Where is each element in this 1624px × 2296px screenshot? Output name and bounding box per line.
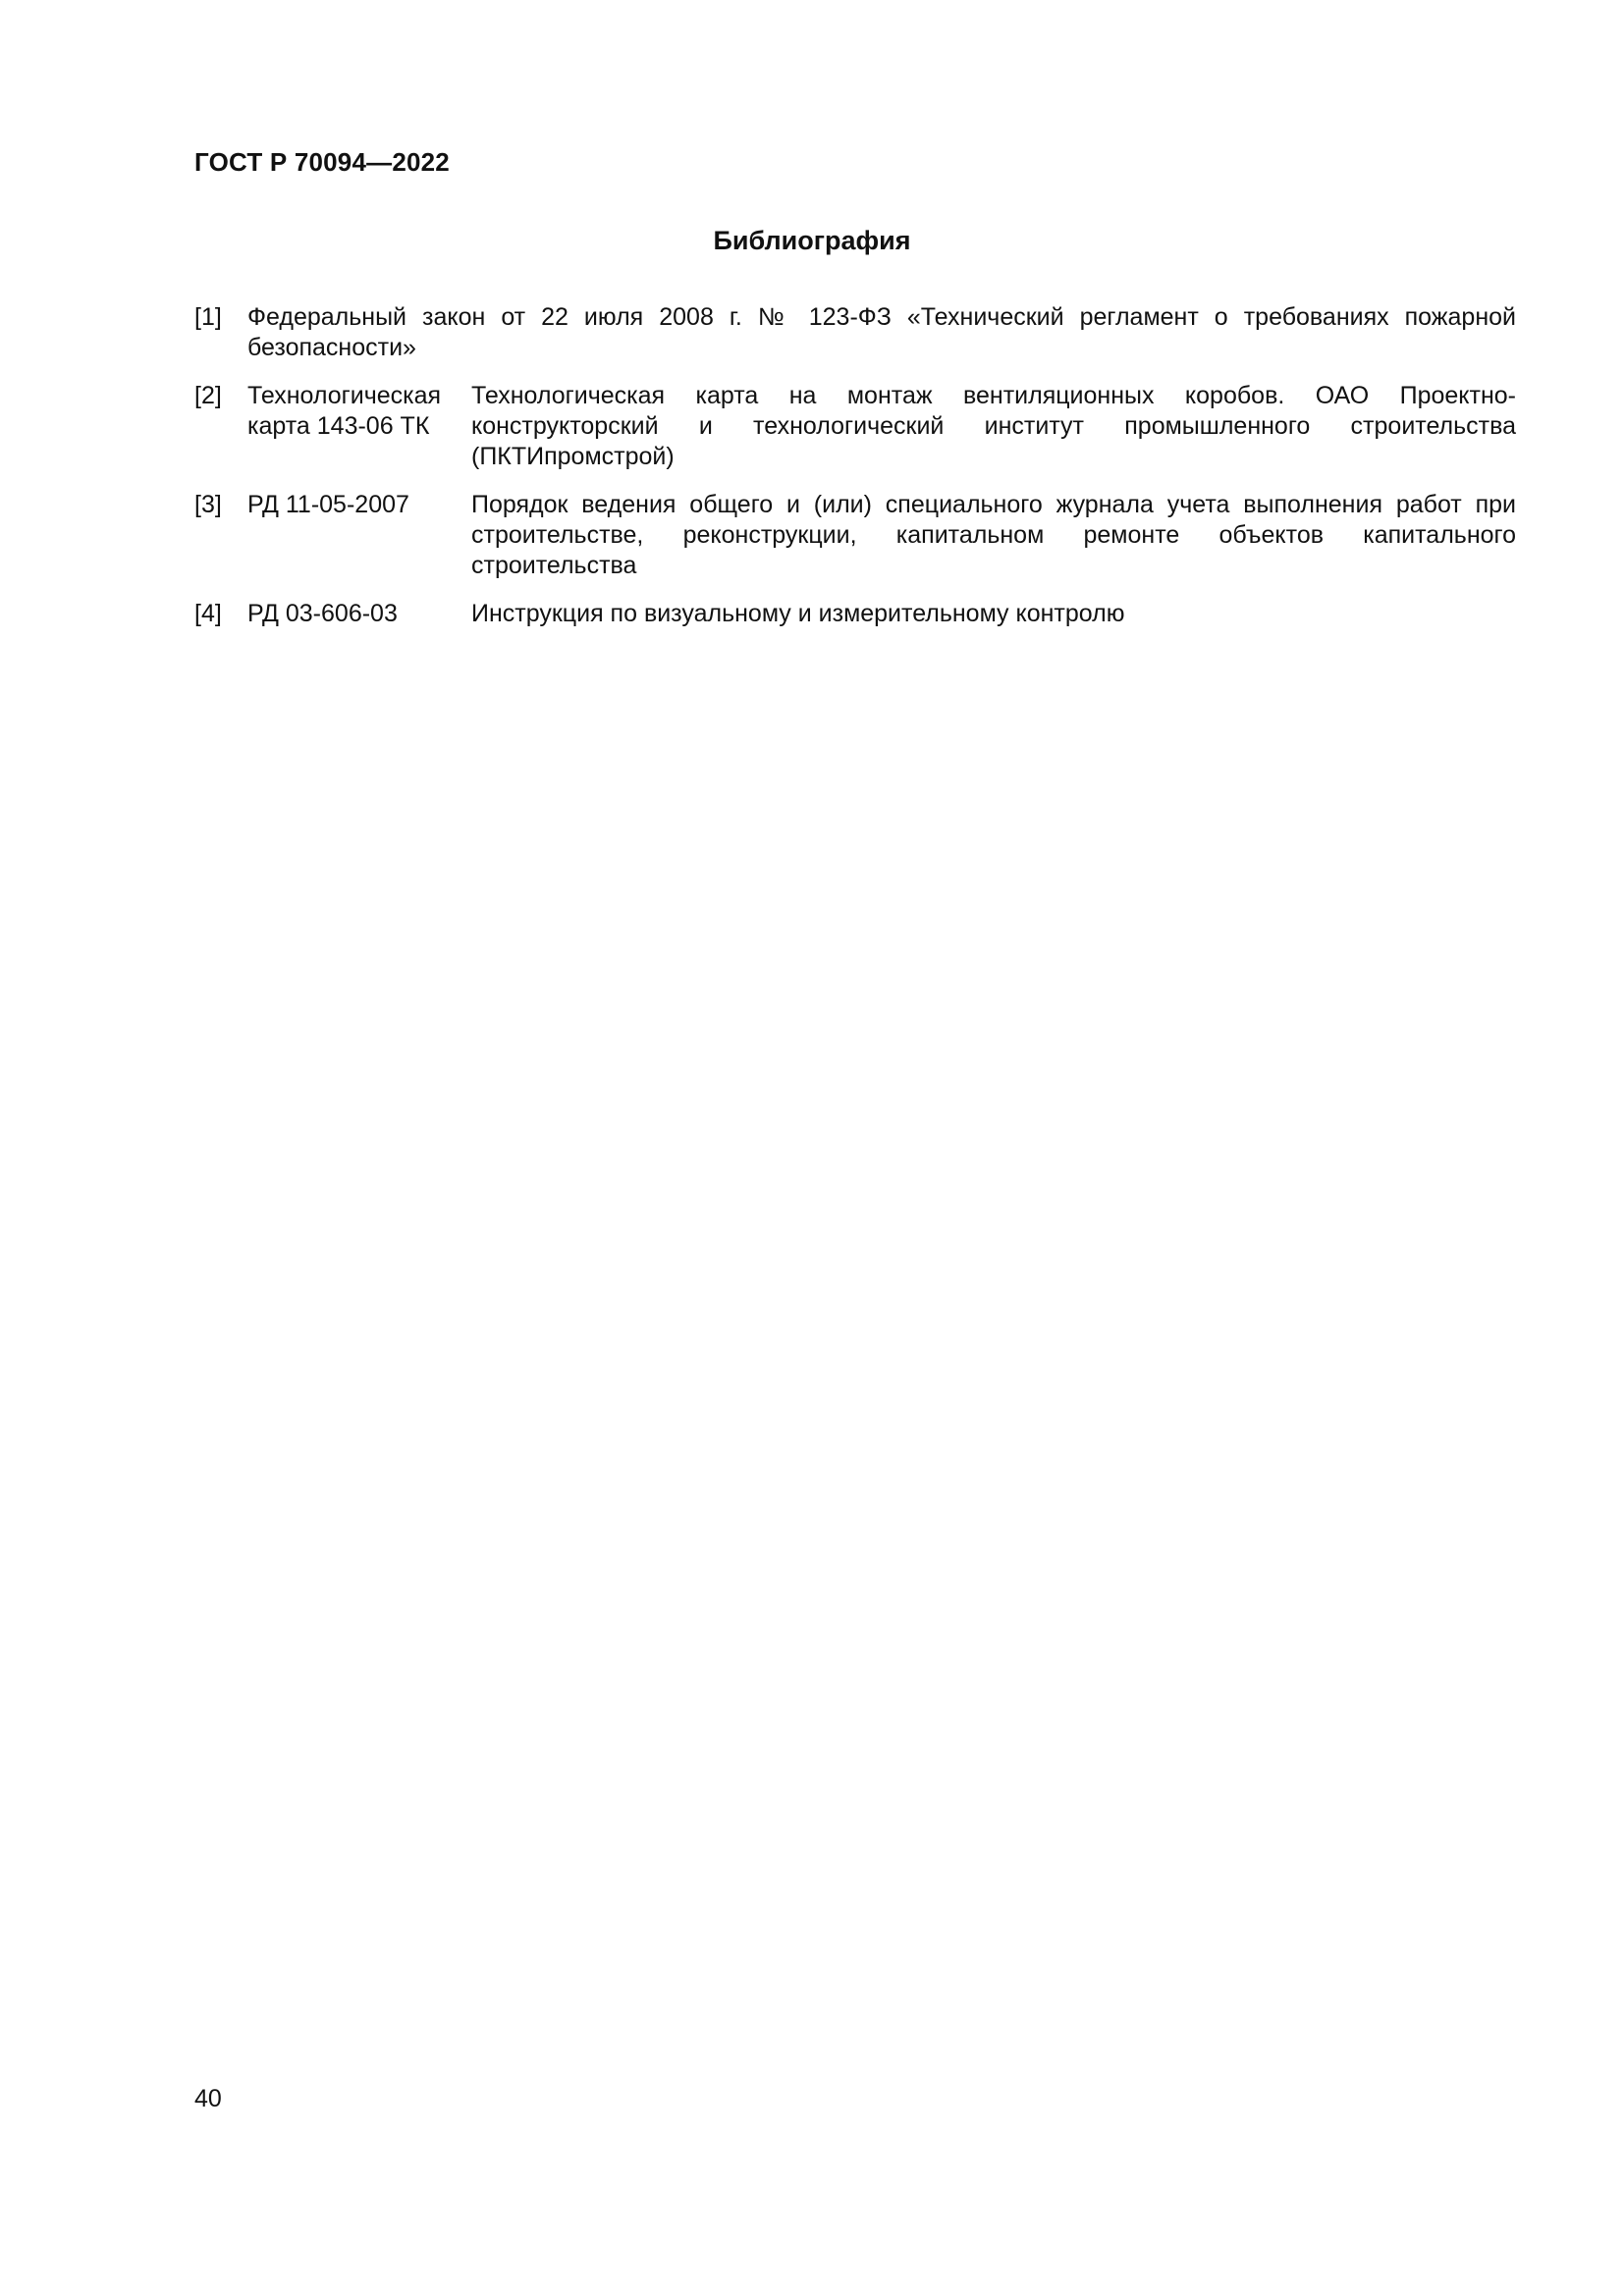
bibliography-entry-4 [194, 599, 1516, 629]
entry-text: Технологическая карта на монтаж вентиляционных коробов. ОАО Проектно-конструкторский и технологический институт промышленного строительства (ПКТИпромстрой) [471, 382, 1516, 470]
entry-number: [4] [194, 600, 222, 627]
bibliography-list [194, 302, 1516, 647]
entry-text: Порядок ведения общего и (или) специального журнала учета выполнения работ при строительстве, реконструкции, капитальном ремонте объектов капитального строительства [471, 491, 1516, 579]
entry-code [247, 381, 463, 442]
section-title: Библиография [713, 226, 911, 255]
bibliography-entry-2 [194, 381, 1516, 472]
document-code: ГОСТ Р 70094—2022 [194, 147, 450, 177]
entry-text: Федеральный закон от 22 июля 2008 г. № 123-ФЗ «Технический регламент о требованиях пожарной безопасности» [247, 303, 1516, 361]
entry-number: [2] [194, 382, 222, 409]
bibliography-entry-1 [194, 302, 1516, 363]
entry-number: [3] [194, 491, 222, 518]
entry-code-line: Технологическая [247, 382, 442, 409]
entry-number: [1] [194, 303, 222, 331]
entry-code-line: РД 03-606-03 [247, 600, 398, 627]
bibliography-entry-3 [194, 490, 1516, 581]
page-number: 40 [194, 2085, 222, 2112]
entry-code [247, 599, 463, 629]
entry-code-line: РД 11-05-2007 [247, 491, 409, 518]
entry-code-line: карта 143-06 ТК [247, 412, 430, 440]
entry-code [247, 490, 463, 520]
entry-text: Инструкция по визуальному и измерительному контролю [471, 600, 1125, 627]
